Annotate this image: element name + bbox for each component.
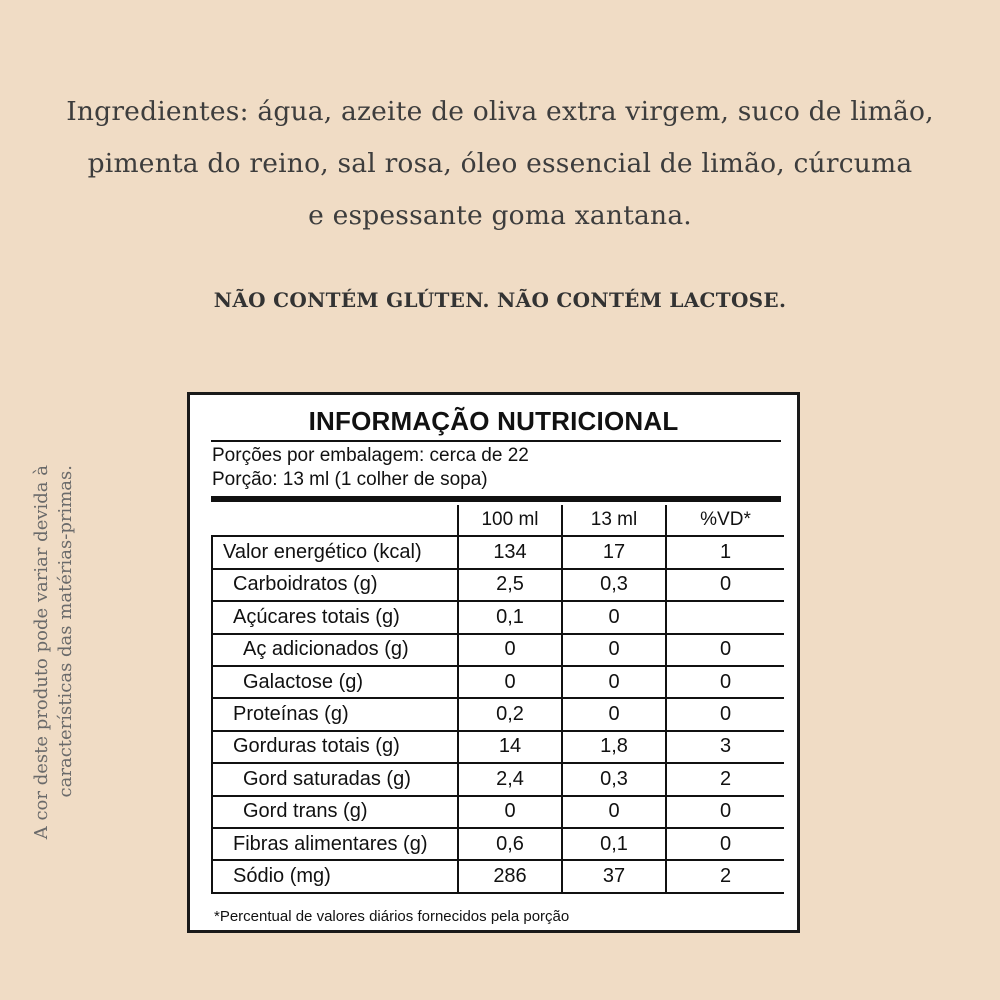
- divider-thick: [211, 496, 781, 502]
- value-daily-percent: 1: [666, 536, 784, 568]
- column-header: %VD*: [666, 505, 784, 536]
- value-daily-percent: 2: [666, 860, 784, 892]
- value-per-serving: 0,3: [562, 763, 666, 795]
- value-per-serving: 0,3: [562, 569, 666, 601]
- nutrient-label: Gord saturadas (g): [212, 763, 458, 795]
- ingredients-line: pimenta do reino, sal rosa, óleo essencial de limão, cúrcuma: [87, 148, 913, 179]
- value-per-100ml: 0: [458, 634, 562, 666]
- table-row: [212, 666, 784, 698]
- value-per-100ml: 134: [458, 536, 562, 568]
- nutrient-label: Carboidratos (g): [212, 569, 458, 601]
- table-row: [212, 536, 784, 568]
- footnote: *Percentual de valores diários fornecidos pela porção: [214, 908, 570, 925]
- table-row: [212, 860, 784, 892]
- nutrition-table: [211, 505, 784, 894]
- nutrition-title: INFORMAÇÃO NUTRICIONAL: [308, 406, 679, 436]
- value-per-100ml: 0,6: [458, 828, 562, 860]
- value-daily-percent: 0: [666, 666, 784, 698]
- nutrient-label: Aç adicionados (g): [212, 634, 458, 666]
- value-per-100ml: 2,5: [458, 569, 562, 601]
- value-daily-percent: 0: [666, 698, 784, 730]
- table-row: [212, 763, 784, 795]
- nutrient-label: Açúcares totais (g): [212, 601, 458, 633]
- table-row: [212, 796, 784, 828]
- table-row: [212, 731, 784, 763]
- allergen-notice: NÃO CONTÉM GLÚTEN. NÃO CONTÉM LACTOSE.: [213, 288, 787, 312]
- nutrient-label: Galactose (g): [212, 666, 458, 698]
- table-row: [212, 828, 784, 860]
- side-note-line: A cor deste produto pode variar devida à: [31, 465, 52, 840]
- nutrient-label: Valor energético (kcal): [212, 536, 458, 568]
- ingredients-line: e espessante goma xantana.: [308, 200, 692, 231]
- value-per-serving: 0: [562, 634, 666, 666]
- nutrient-label: Gord trans (g): [212, 796, 458, 828]
- value-daily-percent: 0: [666, 828, 784, 860]
- value-per-100ml: 0,2: [458, 698, 562, 730]
- nutrient-label: Proteínas (g): [212, 698, 458, 730]
- value-per-serving: 37: [562, 860, 666, 892]
- side-note: [30, 465, 90, 865]
- serving-size: Porção: 13 ml (1 colher de sopa): [212, 469, 488, 490]
- nutrient-label: Gorduras totais (g): [212, 731, 458, 763]
- value-per-100ml: 14: [458, 731, 562, 763]
- table-header-row: [212, 505, 784, 536]
- side-note-line: características das matérias-primas.: [55, 465, 76, 798]
- table-row: [212, 634, 784, 666]
- ingredients-line: Ingredientes: água, azeite de oliva extra virgem, suco de limão,: [66, 96, 934, 127]
- value-per-100ml: 0: [458, 666, 562, 698]
- value-per-serving: 1,8: [562, 731, 666, 763]
- divider: [211, 440, 781, 442]
- servings-per-package: Porções por embalagem: cerca de 22: [212, 445, 529, 466]
- value-per-100ml: 0,1: [458, 601, 562, 633]
- table-row: [212, 601, 784, 633]
- table-row: [212, 698, 784, 730]
- nutrition-facts-panel: [187, 392, 800, 933]
- value-daily-percent: 0: [666, 796, 784, 828]
- nutrient-label: Sódio (mg): [212, 860, 458, 892]
- value-per-100ml: 286: [458, 860, 562, 892]
- ingredients-text: [60, 86, 940, 242]
- column-header: 13 ml: [562, 505, 666, 536]
- value-per-serving: 17: [562, 536, 666, 568]
- value-per-100ml: 2,4: [458, 763, 562, 795]
- table-row: [212, 569, 784, 601]
- value-daily-percent: 3: [666, 731, 784, 763]
- value-per-serving: 0,1: [562, 828, 666, 860]
- column-header: 100 ml: [458, 505, 562, 536]
- value-per-serving: 0: [562, 698, 666, 730]
- value-per-serving: 0: [562, 666, 666, 698]
- value-daily-percent: 0: [666, 569, 784, 601]
- value-daily-percent: 0: [666, 634, 784, 666]
- value-daily-percent: 2: [666, 763, 784, 795]
- value-per-100ml: 0: [458, 796, 562, 828]
- column-header: [212, 505, 458, 536]
- value-per-serving: 0: [562, 601, 666, 633]
- nutrient-label: Fibras alimentares (g): [212, 828, 458, 860]
- value-daily-percent: [666, 601, 784, 633]
- value-per-serving: 0: [562, 796, 666, 828]
